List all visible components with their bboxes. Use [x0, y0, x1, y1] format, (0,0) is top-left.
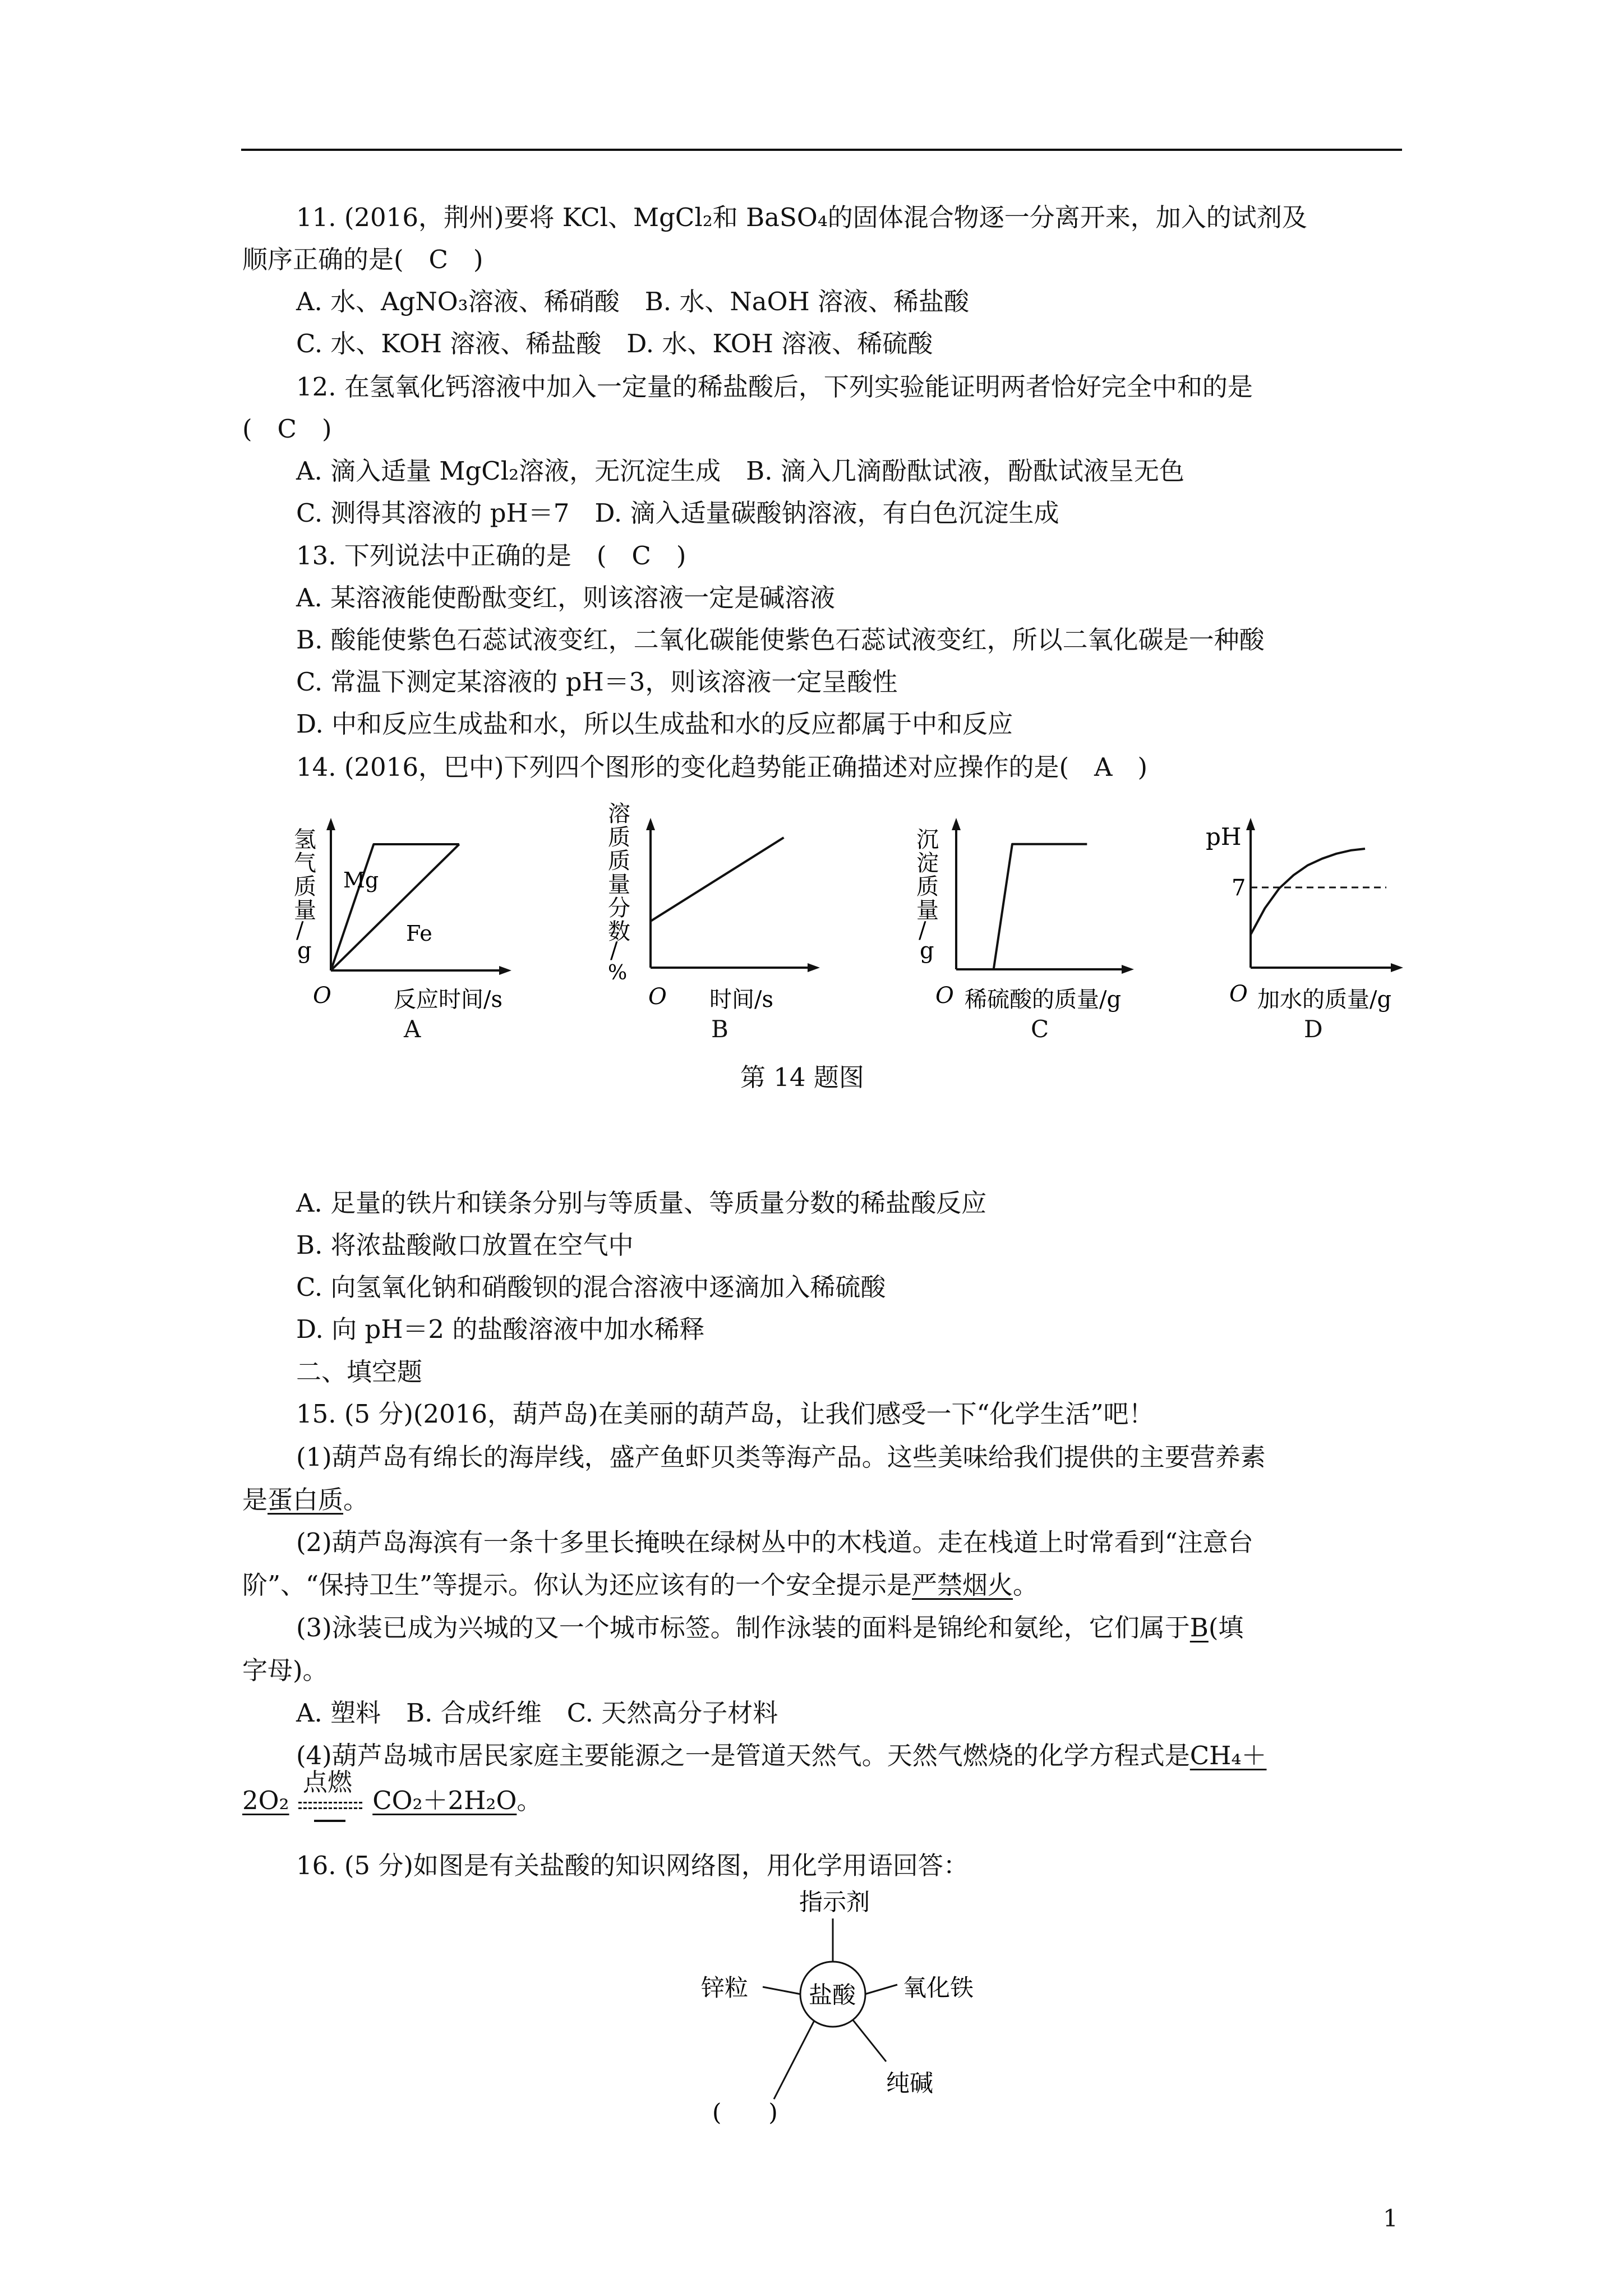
- chart-b: [600, 797, 841, 1043]
- q15-part4-end: 。: [517, 1786, 542, 1815]
- equation-condition-text: 点燃: [302, 1768, 352, 1797]
- chart-c-panel-label: C: [1031, 1015, 1049, 1043]
- chart-b-series-line: [651, 838, 784, 921]
- q15-part2-line2: [242, 1570, 1038, 1601]
- q15-part2-text: (2)葫芦岛海滨有一条十多里长掩映在绿树丛中的木栈道。走在栈道上时常看到“注意台: [296, 1527, 1253, 1557]
- q15-part4-answer-b: 2O₂: [242, 1786, 289, 1815]
- q12-options-ab: A. 滴入适量 MgCl₂溶液，无沉淀生成 B. 滴入几滴酚酞试液，酚酞试液呈无色: [296, 456, 1184, 486]
- q15-part1-prefix: 是: [242, 1485, 268, 1515]
- chart-b-ylabel-char: %: [608, 961, 628, 984]
- q15-part1-answer: 蛋白质: [268, 1485, 344, 1515]
- q15-part4-prefix: (4)葫芦岛城市居民家庭主要能源之一是管道天然气。天然气燃烧的化学方程式是: [296, 1741, 1190, 1770]
- chart-d: [1206, 808, 1419, 1043]
- q15-part2-answer: 严禁烟火: [912, 1570, 1013, 1600]
- chart-d-series-line: [1251, 849, 1365, 935]
- q15-part4-products: CO₂＋2H₂O: [372, 1786, 517, 1815]
- chart-a-ylabel-char: 质: [294, 874, 316, 900]
- q15-part3-answer: B: [1189, 1613, 1209, 1642]
- chart-a-series-label-mg: Mg: [343, 868, 379, 892]
- chart-c-y-arrow: [952, 818, 961, 830]
- chart-b-ylabel-char: 数: [608, 919, 630, 945]
- hydrochloric-acid-network-diagram: [690, 1879, 1026, 2132]
- chart-b-ylabel-char: 量: [608, 872, 630, 898]
- chart-d-ylabel: pH: [1206, 823, 1242, 850]
- chart-a-ylabel-char: 量: [294, 898, 316, 923]
- q14-option-d: D. 向 pH＝2 的盐酸溶液中加水稀释: [296, 1314, 705, 1344]
- equation-condition: [297, 1768, 365, 1819]
- chart-b-ylabel-char: 溶: [608, 801, 630, 827]
- chart-b-ylabel-char: 质: [608, 825, 630, 850]
- chart-c-ylabel-char: 量: [916, 898, 939, 923]
- chart-b-ylabel-char: 质: [608, 848, 630, 874]
- diagram-connector: [852, 2019, 886, 2062]
- q15-part3-before: (3)泳装已成为兴城的又一个城市标签。制作泳装的面料是锦纶和氨纶，它们属于: [296, 1613, 1190, 1642]
- q13-option-a: A. 某溶液能使酚酞变红，则该溶液一定是碱溶液: [296, 583, 836, 613]
- q11-options-ab: A. 水、AgNO₃溶液、稀硝酸 B. 水、NaOH 溶液、稀盐酸: [296, 287, 970, 316]
- chart-a: [286, 808, 544, 1043]
- q15-part3-line2: 字母)。: [242, 1655, 328, 1685]
- equation-double-line: [298, 1802, 362, 1803]
- q15-part4-text: [296, 1740, 1266, 1772]
- q15-part3-after: (填: [1208, 1613, 1244, 1642]
- q15-part3-text: [296, 1612, 1243, 1644]
- q15-equation-line: [242, 1768, 542, 1819]
- chart-b-series-layer: [651, 838, 784, 921]
- q14-line1: 14. (2016，巴中)下列四个图形的变化趋势能正确描述对应操作的是( A ): [296, 752, 1148, 782]
- chart-a-x-arrow: [499, 966, 511, 975]
- q13-option-d: D. 中和反应生成盐和水，所以生成盐和水的反应都属于中和反应: [296, 709, 1013, 739]
- diagram-node-bottom-right: 纯碱: [886, 2069, 934, 2097]
- q14-option-a: A. 足量的铁片和镁条分别与等质量、等质量分数的稀盐酸反应: [296, 1188, 987, 1218]
- q15-part1-suffix: 。: [343, 1485, 369, 1515]
- chart-b-panel-label: B: [711, 1015, 728, 1043]
- chart-c-origin: O: [935, 983, 954, 1009]
- q15-part1-line2: [242, 1484, 368, 1516]
- q13-option-b: B. 酸能使紫色石蕊试液变红，二氧化碳能使紫色石蕊试液变红，所以二氧化碳是一种酸: [296, 625, 1265, 655]
- q14-option-c: C. 向氢氧化钠和硝酸钡的混合溶液中逐滴加入稀硫酸: [296, 1272, 886, 1302]
- section-heading: 二、填空题: [296, 1357, 423, 1387]
- q15-part1-text: (1)葫芦岛有绵长的海岸线，盛产鱼虾贝类等海产品。这些美味给我们提供的主要营养素: [296, 1442, 1266, 1472]
- chart-c-ylabel-char: 沉: [916, 827, 939, 853]
- q15-part2-prefix: 阶”、“保持卫生”等提示。你认为还应该有的一个安全提示是: [242, 1570, 912, 1600]
- chart-c-series-line: [956, 844, 1087, 969]
- diagram-connector: [774, 2021, 814, 2099]
- q13-line1: 13. 下列说法中正确的是 ( C ): [296, 541, 686, 570]
- chart-a-ylabel-char: 气: [294, 850, 316, 876]
- chart-a-series-layer: [331, 844, 459, 970]
- q11-line1: 11. (2016，荆州)要将 KCl、MgCl₂和 BaSO₄的固体混合物逐一分离开来，加入的试剂及: [296, 203, 1307, 232]
- chart-c-ylabel-char: 质: [916, 874, 939, 900]
- chart-d-panel-label: D: [1304, 1015, 1323, 1043]
- q15-part4-answer-a: CH₄＋: [1189, 1741, 1267, 1770]
- chart-b-y-arrow: [646, 818, 655, 830]
- chart-c: [909, 808, 1172, 1043]
- q16-line1: 16. (5 分)如图是有关盐酸的知识网络图，用化学用语回答：: [296, 1851, 969, 1880]
- diagram-center-label: 盐酸: [809, 1981, 856, 2009]
- chart-c-ylabel-char: 淀: [916, 850, 939, 876]
- q11-options-cd: C. 水、KOH 溶液、稀盐酸 D. 水、KOH 溶液、稀硫酸: [296, 329, 933, 358]
- chart-c-ylabel: [916, 827, 939, 964]
- chart-a-y-arrow: [326, 818, 335, 830]
- chart-b-xlabel: 时间/s: [709, 987, 774, 1013]
- chart-d-y-tick: 7: [1232, 875, 1246, 901]
- diagram-node-bottom-left: ( ): [712, 2099, 778, 2126]
- q15-line1: 15. (5 分)(2016，葫芦岛)在美丽的葫芦岛，让我们感受一下“化学生活”吧！: [296, 1399, 1154, 1429]
- chart-c-ylabel-char: g: [920, 938, 934, 964]
- chart-d-origin: O: [1229, 981, 1248, 1007]
- q11-line2: 顺序正确的是( C ): [242, 245, 483, 274]
- diagram-node-left: 锌粒: [701, 1974, 749, 2001]
- diagram-node-top: 指示剂: [799, 1888, 870, 1916]
- chart-a-series-label-fe: Fe: [406, 921, 432, 946]
- chart-b-ylabel-char: /: [610, 938, 618, 964]
- equation-double-line: [298, 1807, 362, 1809]
- chart-d-xlabel: 加水的质量/g: [1257, 987, 1392, 1013]
- page-number: 1: [1383, 2205, 1398, 2232]
- chart-c-xlabel: 稀硫酸的质量/g: [965, 987, 1122, 1013]
- chart-c-series-layer: [956, 844, 1087, 969]
- diagram-connector: [763, 1987, 801, 1994]
- chart-d-y-arrow: [1246, 818, 1255, 830]
- chart-d-series-layer: [1251, 849, 1365, 935]
- chart-a-ylabel: [294, 827, 316, 964]
- equation-mark: [314, 1820, 345, 1822]
- chart-b-origin: O: [648, 984, 667, 1010]
- q15-part3-options: A. 塑料 B. 合成纤维 C. 天然高分子材料: [296, 1698, 778, 1728]
- q15-part2-suffix: 。: [1013, 1570, 1039, 1600]
- chart-d-x-arrow: [1391, 963, 1403, 972]
- q12-options-cd: C. 测得其溶液的 pH＝7 D. 滴入适量碳酸钠溶液，有白色沉淀生成: [296, 498, 1059, 528]
- header-rule: [241, 149, 1402, 151]
- q12-line2: ( C ): [242, 414, 332, 444]
- chart-a-origin: O: [313, 983, 331, 1009]
- q14-option-b: B. 将浓盐酸敞口放置在空气中: [296, 1230, 634, 1260]
- chart-b-ylabel: [608, 801, 630, 984]
- chart-a-xlabel: 反应时间/s: [394, 987, 503, 1013]
- chart-a-ylabel-char: g: [297, 938, 312, 964]
- chart-a-panel-label: A: [404, 1015, 421, 1043]
- chart-c-ylabel-char: /: [919, 918, 926, 944]
- chart-a-ylabel-char: /: [296, 918, 304, 944]
- chart-b-x-arrow: [808, 963, 820, 972]
- q12-line1: 12. 在氢氧化钙溶液中加入一定量的稀盐酸后，下列实验能证明两者恰好完全中和的是: [296, 372, 1253, 402]
- chart-a-ylabel-char: 氢: [294, 827, 316, 853]
- diagram-connector: [865, 1985, 897, 1994]
- chart-b-ylabel-char: 分: [608, 895, 630, 921]
- diagram-node-right: 氧化铁: [903, 1974, 974, 2001]
- q13-option-c: C. 常温下测定某溶液的 pH＝3，则该溶液一定呈酸性: [296, 667, 898, 697]
- chart-a-series-line-fe: [331, 844, 459, 970]
- q14-figure-caption: 第 14 题图: [740, 1062, 864, 1092]
- chart-c-x-arrow: [1122, 965, 1134, 974]
